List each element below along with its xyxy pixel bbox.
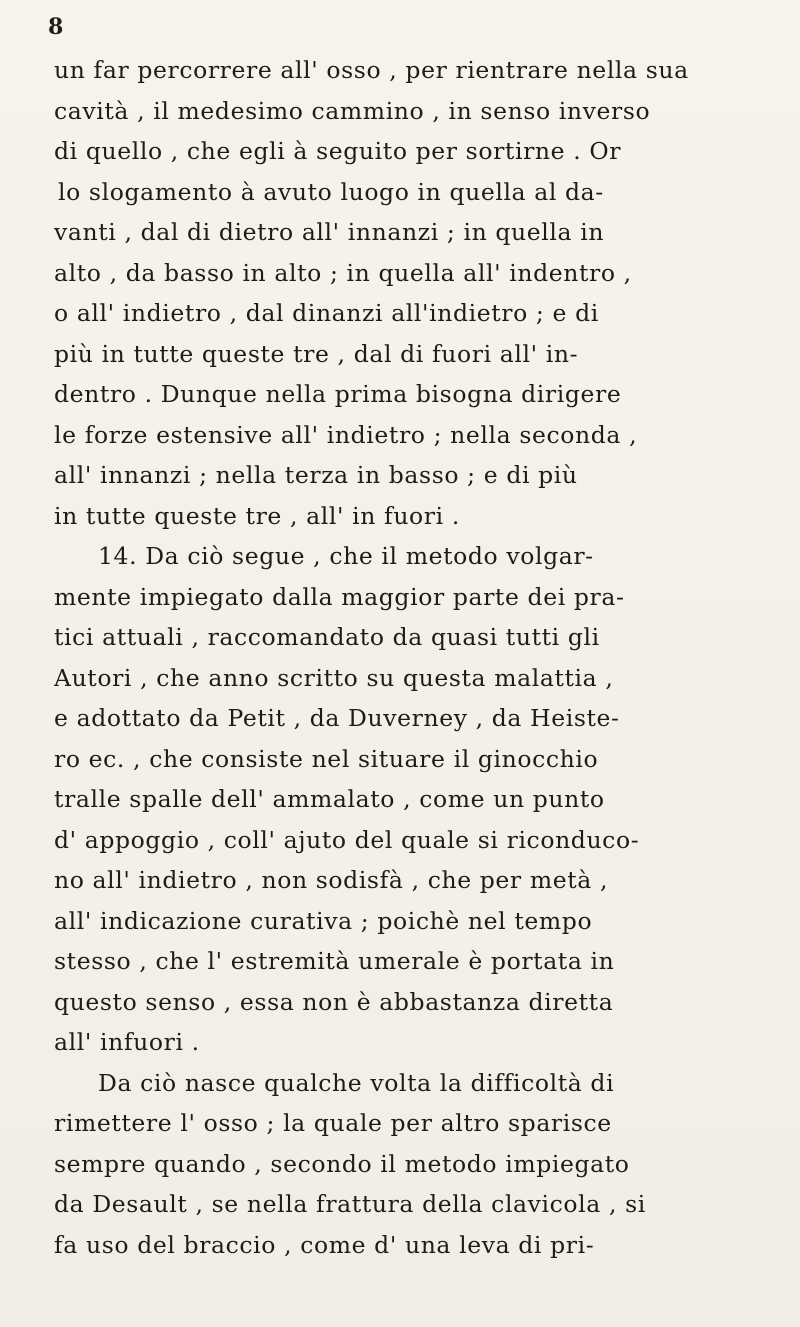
text-line: vanti , dal di dietro all' innanzi ; in quella in xyxy=(54,218,605,246)
text-line: all' innanzi ; nella terza in basso ; e di più xyxy=(54,461,578,489)
text-line: mente impiegato dalla maggior parte dei pra- xyxy=(54,582,625,611)
text-line: rimettere l' osso ; la quale per altro sparisce xyxy=(54,1109,612,1137)
text-line: all' indicazione curativa ; poichè nel tempo xyxy=(54,906,593,935)
text-line: tici attuali , raccomandato da quasi tutti gli xyxy=(54,623,600,651)
text-line: o all' indietro , dal dinanzi all'indietro ; e di xyxy=(54,299,599,327)
text-line: di quello , che egli à seguito per sortirne . Or xyxy=(54,137,622,165)
text-line: cavità , il medesimo cammino , in senso inverso xyxy=(54,96,651,125)
text-line: un far percorrere all' osso , per rientrare nella sua xyxy=(54,56,689,84)
text-line: stesso , che l' estremità umerale è portata in xyxy=(54,947,615,975)
text-line: alto , da basso in alto ; in quella all' indentro , xyxy=(54,258,632,287)
text-line: ro ec. , che consiste nel situare il ginocchio xyxy=(54,744,599,773)
text-line: più in tutte queste tre , dal di fuori all' in- xyxy=(54,339,579,368)
text-line: no all' indietro , non sodisfà , che per metà , xyxy=(54,866,609,894)
paragraph-start-line: 14. Da ciò segue , che il metodo volgar- xyxy=(98,542,594,570)
text-line: fa uso del braccio , come d' una leva di pri- xyxy=(54,1230,595,1259)
text-line: d' appoggio , coll' ajuto del quale si riconduco- xyxy=(54,825,640,854)
text-line: dentro . Dunque nella prima bisogna dirigere xyxy=(54,380,622,408)
text-line: in tutte queste tre , all' in fuori . xyxy=(54,501,460,530)
text-line: e adottato da Petit , da Duverney , da Heiste- xyxy=(54,704,620,732)
text-line: Autori , che anno scritto su questa malattia , xyxy=(54,663,614,692)
page-number: 8 xyxy=(48,14,65,40)
text-line: all' infuori . xyxy=(54,1028,200,1056)
text-line: tralle spalle dell' ammalato , come un punto xyxy=(54,785,605,813)
paragraph-start-line: Da ciò nasce qualche volta la difficoltà di xyxy=(98,1068,615,1097)
text-line: lo slogamento à avuto luogo in quella al da- xyxy=(58,177,604,206)
text-line: le forze estensive all' indietro ; nella seconda , xyxy=(54,420,638,449)
text-line: questo senso , essa non è abbastanza diretta xyxy=(54,987,614,1016)
text-line: da Desault , se nella frattura della clavicola , si xyxy=(54,1190,646,1218)
text-line: sempre quando , secondo il metodo impiegato xyxy=(54,1149,630,1178)
body-text xyxy=(54,50,770,1265)
